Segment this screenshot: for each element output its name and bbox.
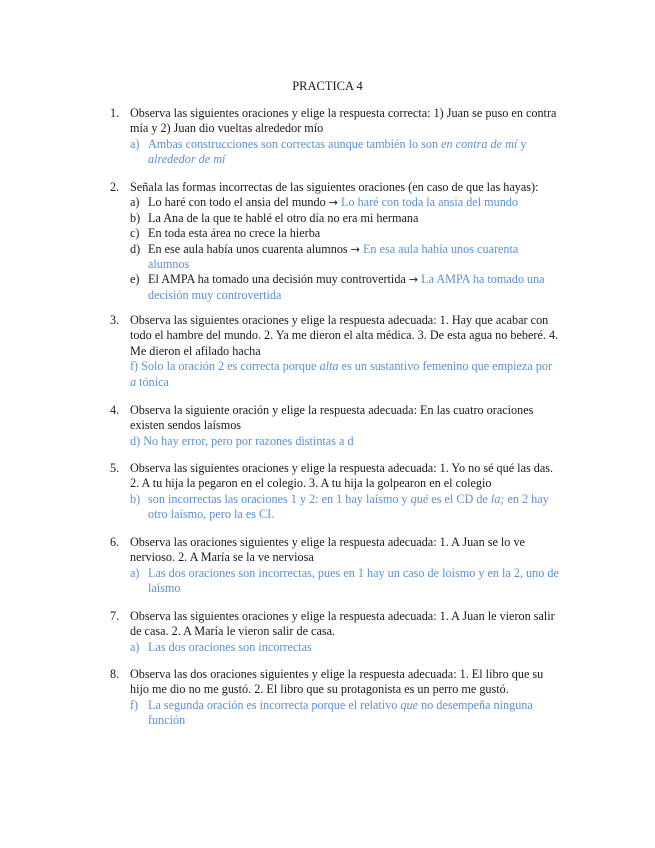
answer-option	[130, 137, 560, 168]
option-correction: Lo haré con toda la ansia del mundo	[341, 195, 518, 210]
answer-italic: alta	[319, 359, 339, 374]
option-letter: b)	[130, 491, 141, 506]
question-2	[110, 180, 560, 303]
answer-part: no desempeña ninguna función	[148, 697, 533, 728]
option-a	[130, 195, 560, 210]
question-6	[110, 535, 560, 597]
page-title: PRACTICA 4	[292, 79, 363, 93]
question-text: Observa las siguientes oraciones y elige la respuesta correcta: 1) Juan se puso en contra mía y 2) Juan dio vueltas alrededor mío	[130, 106, 557, 136]
answer-part: en 2 hay otro laísmo, pero la es CI.	[148, 491, 549, 522]
answer-italic: alrededor de mí	[148, 152, 226, 167]
option-d	[130, 242, 560, 273]
right-arrow-icon: →	[328, 196, 338, 210]
question-text: Observa las siguientes oraciones y elige la respuesta adecuada: 1. Hay que acabar con todo el hambre del mundo. 2. Ya me dieron el alta médica. 3. De esta agua no beberé. 4. Me dieron el afilado hacha	[130, 313, 559, 358]
question-number: 5.	[110, 461, 120, 475]
answer-option	[130, 640, 560, 655]
question-number: 3.	[110, 313, 120, 327]
question-8	[110, 667, 560, 729]
option-letter: a)	[130, 565, 140, 580]
option-text: La Ana de la que te hablé el otro día no era mi hermana	[148, 210, 419, 225]
question-text: Señala las formas incorrectas de las siguientes oraciones (en caso de que las hayas):	[130, 180, 539, 194]
question-number: 4.	[110, 403, 120, 417]
question-7	[110, 609, 560, 655]
answer-italic: qué	[410, 491, 429, 506]
answer-option	[130, 492, 560, 523]
answer-text: y	[517, 136, 527, 151]
option-e	[130, 272, 560, 303]
question-text: Observa las siguientes oraciones y elige la respuesta adecuada: 1. A Juan le vieron salir de casa. 2. A María le vieron salir de casa.	[130, 609, 555, 639]
question-text: Observa la siguiente oración y elige la respuesta adecuada: En las cuatro oraciones existen sendos laísmos	[130, 403, 534, 433]
answer-part: tónica	[136, 374, 169, 389]
option-letter: a)	[130, 639, 140, 654]
option-text: Lo haré con todo el ansia del mundo	[148, 195, 326, 210]
question-text: Observa las dos oraciones siguientes y elige la respuesta adecuada: 1. El libro que su hijo me dio no me gustó. 2. El libro que su protagonista es un perro me gustó.	[130, 667, 544, 697]
question-number: 7.	[110, 609, 120, 623]
answer-text: Las dos oraciones son incorrectas, pues en 1 hay un caso de loísmo y en la 2, uno de laísmo	[148, 565, 559, 596]
option-text: En toda esta área no crece la hierba	[148, 226, 321, 241]
question-number: 8.	[110, 667, 120, 681]
option-b	[130, 211, 560, 226]
answer-text: Las dos oraciones son incorrectas	[148, 639, 312, 654]
option-text: El AMPA ha tomado una decisión muy controvertida	[148, 272, 406, 287]
option-correction: La AMPA ha tomado una decisión muy controvertida	[148, 272, 545, 302]
option-letter: d)	[130, 241, 141, 256]
right-arrow-icon: →	[408, 273, 419, 287]
answer-part: es un sustantivo femenino que empieza por	[338, 359, 553, 374]
option-c	[130, 226, 560, 241]
option-letter: c)	[130, 226, 140, 241]
answer-text: Ambas construcciones son correctas aunque también lo son	[148, 136, 442, 151]
answer-part: f) Solo la oración 2 es correcta porque	[130, 359, 320, 374]
option-letter: b)	[130, 210, 141, 225]
option-correction: En esa aula había unos cuarenta alumnos	[148, 241, 519, 272]
question-number: 1.	[110, 106, 120, 120]
answer-italic: la;	[490, 491, 505, 506]
answer-part: La segunda oración es incorrecta porque el relativo	[148, 697, 401, 712]
option-letter: e)	[130, 272, 140, 287]
option-letter: a)	[130, 136, 140, 151]
answer-option	[130, 698, 560, 729]
right-arrow-icon: →	[350, 242, 360, 256]
answer-italic: en contra de mí	[441, 136, 518, 151]
answer-text	[130, 359, 560, 390]
answer-italic: a	[130, 374, 137, 389]
question-text: Observa las oraciones siguientes y elige la respuesta adecuada: 1. A Juan se lo ve nervioso. 2. A María se la ve nerviosa	[130, 535, 525, 565]
option-letter: f)	[130, 697, 139, 712]
question-4	[110, 403, 560, 449]
option-letter: a)	[130, 195, 140, 210]
answer-part: son incorrectas las oraciones 1 y 2: en 1 hay laísmo y	[148, 491, 411, 506]
option-text: En ese aula había unos cuarenta alumnos	[148, 241, 348, 256]
answer-italic: que	[400, 697, 419, 712]
answer-option	[130, 566, 560, 597]
question-number: 6.	[110, 535, 120, 549]
question-1	[110, 106, 560, 168]
question-text: Observa las siguientes oraciones y elige la respuesta adecuada: 1. Yo no sé qué las das. 2. A tu hija la pegaron en el colegio. 3. A tu hija la golpearon en el colegio	[130, 461, 554, 491]
question-3	[110, 313, 560, 390]
question-5	[110, 461, 560, 523]
answer-part: es el CD de	[428, 491, 491, 506]
question-number: 2.	[110, 180, 120, 194]
answer-text: d) No hay error, pero por razones distintas a d	[130, 433, 354, 448]
